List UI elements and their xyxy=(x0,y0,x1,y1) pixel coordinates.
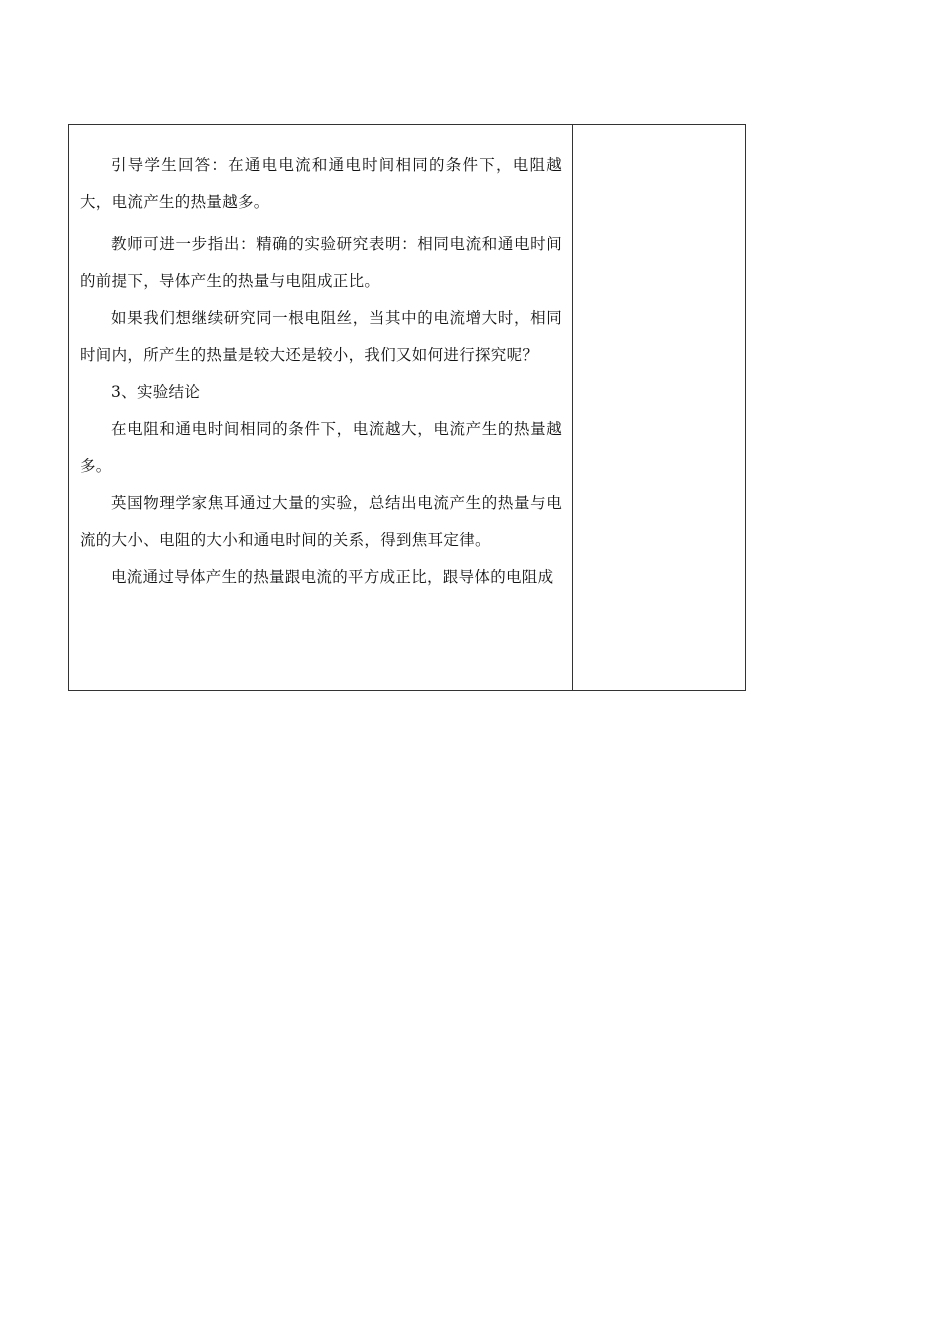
content-table xyxy=(68,124,746,691)
paragraph-joule-law: 电流通过导体产生的热量跟电流的平方成正比，跟导体的电阻成 xyxy=(111,568,554,586)
paragraph-student-answer: 引导学生回答：在通电电流和通电时间相同的条件下，电阻越大，电流产生的热量越多。 xyxy=(80,156,562,211)
side-notes-cell xyxy=(573,125,745,690)
main-text-cell xyxy=(69,125,573,690)
paragraph-conclusion: 在电阻和通电时间相同的条件下，电流越大，电流产生的热量越多。 xyxy=(80,420,562,475)
paragraph-joule: 英国物理学家焦耳通过大量的实验，总结出电流产生的热量与电流的大小、电阻的大小和通电时间的关系，得到焦耳定律。 xyxy=(80,494,562,549)
section-heading-conclusion: 3、实验结论 xyxy=(111,383,201,401)
paragraph-teacher-note: 教师可进一步指出：精确的实验研究表明：相同电流和通电时间的前提下，导体产生的热量与电阻成正比。 xyxy=(80,235,562,290)
paragraph-question: 如果我们想继续研究同一根电阻丝，当其中的电流增大时，相同时间内，所产生的热量是较大还是较小，我们又如何进行探究呢？ xyxy=(80,309,562,364)
